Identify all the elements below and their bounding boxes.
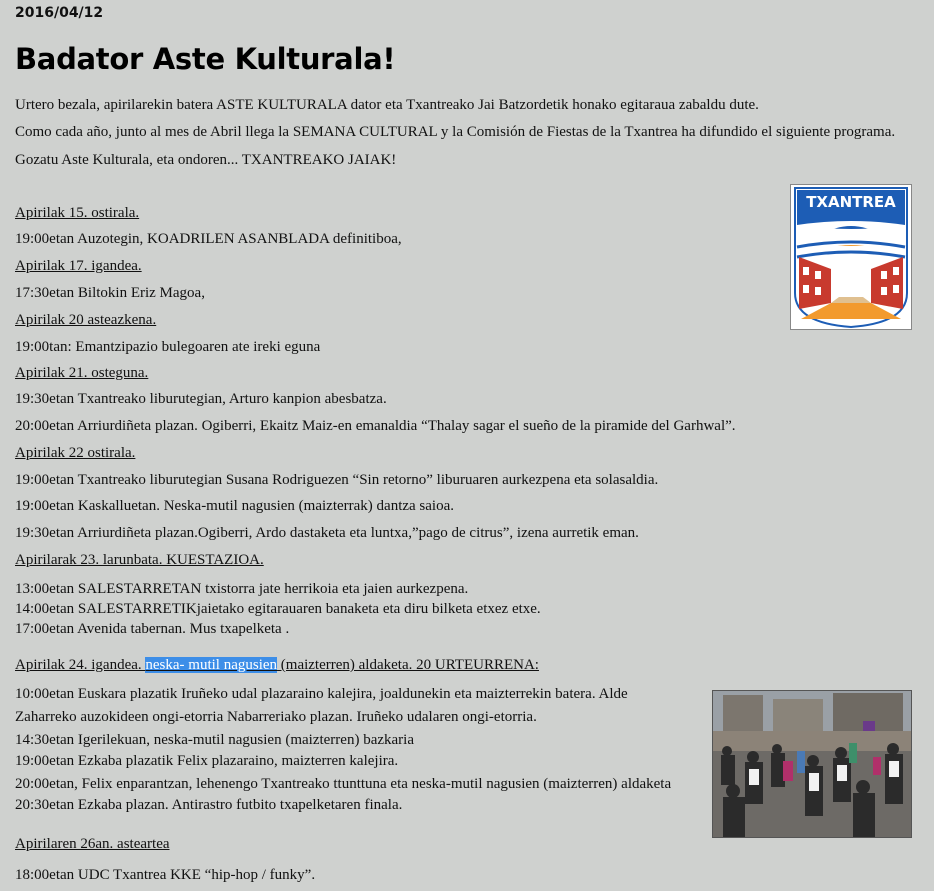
event-line: 19:00tan: Emantzipazio bulegoaren ate ireki eguna [15,339,321,355]
event-line: 19:30etan Arriurdiñeta plazan.Ogiberri, Ardo dastaketa eta luntxa,”pago de citrus”, izena aurretik eman. [15,525,639,541]
event-line: 14:00etan SALESTARRETIKjaietako egitarauaren banaketa eta diru bilketa etxez etxe. [15,601,541,617]
txantrea-logo [790,184,912,330]
day-heading [15,656,539,674]
event-line: 13:00etan SALESTARRETAN txistorra jate herrikoia eta jaien aurkezpena. [15,581,469,597]
selected-text[interactable]: neska- mutil nagusien [145,657,278,673]
post-date: 2016/04/12 [15,5,104,21]
event-line: Zaharreko auzokideen ongi-etorria Nabarreriako plazan. Iruñeko udalaren ongi-etorria. [15,709,537,725]
day-heading: Apirilak 15. ostirala. [15,205,140,221]
day-heading: Apirilak 22 ostirala. [15,445,136,461]
logo-text: TXANTREA [806,193,896,211]
day-heading: Apirilaren 26an. asteartea [15,836,170,852]
event-line: 20:30etan Ezkaba plazan. Antirastro futbito txapelketaren finala. [15,797,403,813]
post-title: Badator Aste Kulturala! [15,42,396,76]
intro-spanish: Como cada año, junto al mes de Abril llega la SEMANA CULTURAL y la Comisión de Fiestas de la Txantrea ha difundido el siguiente programa. [15,124,896,140]
event-line: 19:00etan Auzotegin, KOADRILEN ASANBLADA definitiboa, [15,231,402,247]
day-heading: Apirilak 20 asteazkena. [15,312,157,328]
day-heading-part: (maizterren) aldaketa. 20 URTEURRENA: [277,657,539,673]
day-heading: Apirilak 21. osteguna. [15,365,149,381]
day-heading: Apirilak 17. igandea. [15,258,142,274]
intro-basque: Urtero bezala, apirilarekin batera ASTE KULTURALA dator eta Txantreako Jai Batzordetik honako egitaraua zabaldu dute. [15,97,759,113]
festival-photo [712,690,912,838]
event-line: 20:00etan, Felix enparantzan, lehenengo Txantreako ttunttuna eta neska-mutil nagusien (maizterren) aldaketa [15,776,672,792]
event-line: 10:00etan Euskara plazatik Iruñeko udal plazaraino kalejira, joaldunekin eta maizterrekin batera. Alde [15,686,628,702]
intro-closing: Gozatu Aste Kulturala, eta ondoren... TXANTREAKO JAIAK! [15,152,397,168]
day-heading: Apirilarak 23. larunbata. KUESTAZIOA. [15,552,264,568]
day-heading-part: Apirilak 24. igandea. [15,657,146,673]
event-line: 18:00etan UDC Txantrea KKE “hip-hop / funky”. [15,867,316,883]
event-line: 17:00etan Avenida tabernan. Mus txapelketa . [15,621,290,637]
event-line: 17:30etan Biltokin Eriz Magoa, [15,285,205,301]
event-line: 20:00etan Arriurdiñeta plazan. Ogiberri, Ekaitz Maiz-en emanaldia “Thalay sagar el sueño de la piramide del Garhwal”. [15,418,736,434]
event-line: 19:00etan Txantreako liburutegian Susana Rodriguezen “Sin retorno” liburuaren aurkezpena eta solasaldia. [15,472,659,488]
event-line: 19:30etan Txantreako liburutegian, Arturo kanpion abesbatza. [15,391,387,407]
event-line: 19:00etan Kaskalluetan. Neska-mutil nagusien (maizterrak) dantza saioa. [15,498,454,514]
event-line: 14:30etan Igerilekuan, neska-mutil nagusien (maizterren) bazkaria [15,732,414,748]
event-line: 19:00etan Ezkaba plazatik Felix plazaraino, maizterren kalejira. [15,753,399,769]
